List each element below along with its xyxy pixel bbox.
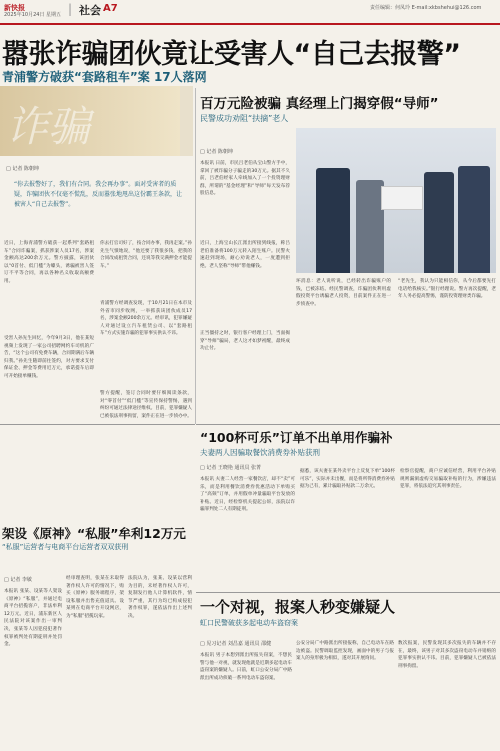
story3-para-c: 法院认为，张某、设某以营利为目的，未经著作权人许可，复制发行他人计算机软件，情节严重，其行为均已构成侵犯著作权罪，遂依法作出上述判决。 [128, 576, 192, 619]
photo-banner [381, 186, 423, 210]
lead-col2-para-b: 青浦警方经调查发现，于10月21日在本市及外省市同步收网，一举抓获该团伙成员17名，涉案金额200余万元。经审讯，犯罪嫌疑人对通过设立汽车租赁公司、以“套路租车”方式实施诈骗的犯罪事实供认不讳。 [100, 301, 192, 337]
story2-byline: □ 记者 陈朝坤 [200, 149, 233, 155]
lead-col1-para-a: 近日，上海青浦警方破获一起系列“套路租车”合同诈骗案，抓获涉案人员17名，涉案金额高达200余万元。警方披露，该团伙以“0首付、低门槛”为噱头，诱骗被害人签订不平等合同，再以各种名义收取高额费用。 [4, 241, 94, 284]
photo-figure-4 [458, 166, 490, 273]
story2-para-a: 本报讯 日前，市民吕老伯从宝山警方手中，拿回了被诈骗分子骗走的30万元。据其不久前，吕老伯经家人牵线加入了一个投资理财群，所谓的“基金经理”和“导师”每天发布荐股信息。 [200, 161, 290, 197]
story4-headline: “100杯可乐”订单不出单用作骗补 [200, 430, 393, 445]
story5-headline: 一个对视，报案人秒变嫌疑人 [200, 598, 396, 616]
masthead [0, 0, 500, 24]
section-divider: | [68, 2, 73, 16]
story5-para-c: 数次报案，民警发现其多次报失的车辆并不存在，最终，该男子对其多次盗窃电动车并销赃的犯罪事实供认不讳。目前，犯罪嫌疑人已被依法刑事拘留。 [398, 641, 496, 669]
date-line: 2025年10月24日 星期五 [4, 12, 62, 18]
story4-para-b: 据悉，该夫妻在某外卖平台上反复下单“100杯可乐”，实际并未出餐，而是将所得消费券补贴据为己有，累计骗取补贴款二万余元。 [300, 469, 395, 490]
story4-para-c: 检察官提醒，商户应诚信经营，利用平台补贴规则漏洞虚构交易骗取补贴的行为，涉嫌违法犯罪，将依法追究其刑事责任。 [400, 469, 496, 490]
story3-byline: □ 记者 李敏 [4, 577, 32, 583]
story4-para-a: 本报讯 夫妻二人经营一家餐饮店，却不“卖”可乐，而是利用餐饮消费券优惠活动下单购买了“高频”订单，并用假单冲量骗取平台发放的补贴。近日，经检察机关提起公诉，法院以诈骗罪判处二人有期徒刑。 [200, 477, 295, 513]
story5-para-a: 本报讯 男子本想到派出所报失窃案，不想民警与他一对视，就发现他就是近期多起电动车盗窃案的嫌疑人。日前，虹口公安分局广中路派出所成功侦破一系列电动车盗窃案。 [200, 653, 292, 681]
story3-para-b: 经审理查明，张某在未取得著作权人许可的情况下，购买《原神》服务端程序，架设私服并出售充值道具。设某则在电商平台开设网店，为“私服”招揽玩家。 [66, 576, 124, 619]
story2-para-c: 正当僵持之时，银行客户经理上门，当面揭穿“导师”骗局，老人这才如梦初醒，最终成功止付。 [200, 331, 290, 352]
story3-headline: 架设《原神》“私服”牟利12万元 [2, 526, 186, 541]
story2-headline: 百万元险被骗 真经理上门揭穿假“导师” [200, 96, 439, 112]
lead-byline: □ 记者 陈朝坤 [6, 166, 39, 172]
section-divider-3 [196, 592, 500, 593]
lead-col1-para-b: 受害人孙先生回忆，今年9月3日，他在某短视频上发现了一家公司招聘网约车司机的广告，“这个公司有免费车辆，合同期满后车辆归我。”孙先生随即前往签约，对方要求支付保证金、押金等费用近万元，承诺提车后即可开始接单赚钱。 [4, 336, 94, 379]
story4-subheadline: 夫妻两人因骗取餐饮消费券补贴获刑 [200, 448, 320, 457]
section-label: 社会 [79, 4, 101, 17]
lead-photo [180, 86, 193, 156]
story5-byline: □ 见习记者 刘昌嘉 通讯员 邵健 [200, 641, 272, 647]
editor-info: 责任编辑：何凤玲 E-mail:xkbshehui@126.com [370, 5, 482, 11]
decorative-stamp-icon [0, 86, 180, 156]
section-divider-1 [196, 424, 500, 425]
story5-subheadline: 虹口民警破获多起电动车盗窃案 [200, 619, 298, 627]
paper-name: 新快报 [4, 3, 25, 12]
story2-para-d: 坏消息：老人说听说，已经转出诈骗账户的钱，已被冻结。经民警调查，诈骗团伙利用虚假投资平台诱骗老人投资，目前案件正在进一步侦查中。 [296, 279, 391, 307]
story2-photo [296, 128, 496, 273]
page-number: A7 [103, 3, 118, 14]
lead-col2-para-a: 你去打官司好了，按合同办事，我再走案。”孙先生气愤地说，“他还要了我很多钱，把我的合同改成租赁合同，还说等我交满押金才能提车。” [100, 241, 192, 269]
lead-pull-quote: “你去报警好了，我们有合同。我会再办事”。面对受害者的质疑，诈骗团伙不仅毫不慌乱，反而嚣张地甩出这份霸王条款，让被害人“自己去报警”。 [14, 181, 183, 208]
photo-figure-3 [424, 172, 454, 273]
svg-text:诈骗: 诈骗 [6, 102, 91, 151]
story3-para-a: 本报讯 张某、设某等人架设《原神》“私服”，并通过电商平台招揽客户，非法牟利12万元。近日，浦东新区人民法院对该案作出一审判决，张某等人因犯侵犯著作权罪被判处有期徒刑并处罚金。 [4, 589, 62, 648]
column-divider [195, 88, 196, 424]
photo-figure-1 [316, 168, 350, 273]
lead-col2-para-c: 警方提醒，签订合同时要仔细阅读条款，对“零首付”“低门槛”等宣传保持警惕，遇到纠纷可通过法律途径维权。目前，犯罪嫌疑人已被依法刑事拘留，案件正在进一步侦办中。 [100, 391, 192, 419]
story5-para-b: 公安分局广中路派出所接报称，自己电动车在路边被盗。民警调取监控发现，画面中的男子与报案人的身形极为相似，遂对其开展询问。 [296, 641, 394, 662]
photo-figure-2 [356, 180, 384, 273]
story2-para-e: “老先生，我认为只能相信你，从今后都要先打电话给我核实。”银行经理说。警方再次提醒，老年人务必提高警惕，谨防投资理财类诈骗。 [398, 279, 496, 300]
lead-headline: 嚣张诈骗团伙竟让受害人“自己去报警” [2, 39, 461, 70]
masthead-rule [0, 23, 500, 25]
story2-subheadline: 民警成功劝阻“扶摘”老人 [200, 114, 289, 123]
story4-byline: □ 记者 王晓艳 通讯员 张菁 [200, 465, 262, 471]
section-divider-2 [0, 424, 195, 425]
story2-para-b: 近日，上海宝山长江派出所接到线报，称吕老伯准备将100万元转入陌生账户。民警火速赶到现场，耐心劝说老人，一度遭到拒绝。老人坚称“导师”带他赚钱。 [200, 241, 290, 269]
lead-subheadline: 青浦警方破获“套路租车”案 17人落网 [2, 70, 207, 84]
lead-banner-graphic [0, 86, 180, 156]
story3-subheadline: “私服”运营者与电商平台运营者双双获刑 [2, 543, 129, 551]
